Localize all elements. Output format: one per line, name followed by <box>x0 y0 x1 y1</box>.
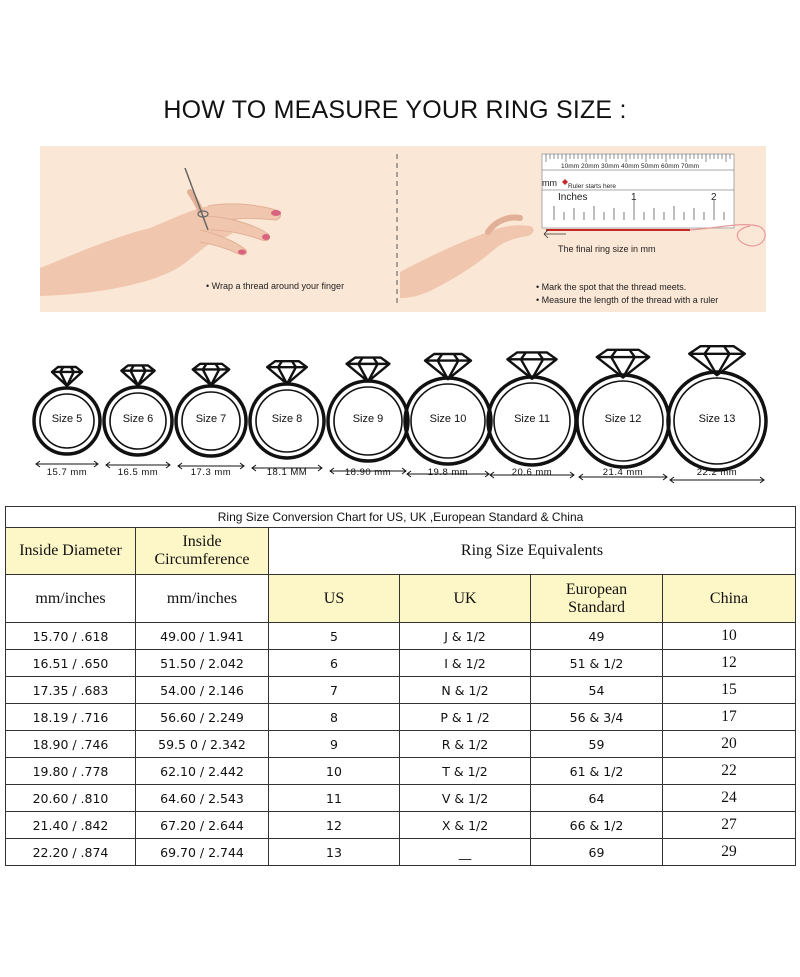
header-ring-size-equivalents: Ring Size Equivalents <box>269 528 796 575</box>
subheader-diameter-units: mm/inches <box>6 575 136 623</box>
ruler-tick-label: 20mm <box>581 163 600 170</box>
cell-uk: V & 1/2 <box>400 785 531 812</box>
ring-size-label: Size 5 <box>51 413 83 425</box>
cell-china: 15 <box>663 677 796 704</box>
cell-european: 59 <box>531 731 663 758</box>
table-row <box>6 812 796 839</box>
cell-uk: __ <box>400 839 531 866</box>
subheader-uk: UK <box>400 575 531 623</box>
ruler-inch-number: 1 <box>631 192 637 203</box>
cell-uk: R & 1/2 <box>400 731 531 758</box>
ring-size-label: Size 13 <box>698 413 736 425</box>
ring-size-label: Size 11 <box>514 413 550 425</box>
table-row <box>6 650 796 677</box>
ring-size-label: Size 6 <box>122 413 154 425</box>
cell-china: 27 <box>663 812 796 839</box>
table-row <box>6 677 796 704</box>
cell-diameter: 18.90 / .746 <box>6 731 136 758</box>
table-row <box>6 839 796 866</box>
subheader-china: China <box>663 575 796 623</box>
diamond-icon <box>193 364 229 385</box>
cell-diameter: 21.40 / .842 <box>6 812 136 839</box>
cell-diameter: 20.60 / .810 <box>6 785 136 812</box>
ring-size-diagram <box>0 330 800 490</box>
cell-diameter: 18.19 / .716 <box>6 704 136 731</box>
subheader-european: European Standard <box>531 575 663 623</box>
cell-us: 10 <box>269 758 400 785</box>
cell-circumference: 59.5 0 / 2.342 <box>136 731 269 758</box>
ring-diameter-label: 15.7 mm <box>46 467 88 478</box>
ring-diameter-label: 18.1 MM <box>266 467 308 478</box>
step-mark-spot: • Mark the spot that the thread meets. <box>536 282 687 292</box>
cell-circumference: 51.50 / 2.042 <box>136 650 269 677</box>
table-row <box>6 758 796 785</box>
final-size-label: The final ring size in mm <box>558 244 656 254</box>
cell-china: 22 <box>663 758 796 785</box>
cell-us: 11 <box>269 785 400 812</box>
measuring-illustration <box>40 146 766 312</box>
ruler-tick-label: 30mm <box>601 163 620 170</box>
cell-circumference: 64.60 / 2.543 <box>136 785 269 812</box>
ruler-tick-label: 60mm <box>661 163 680 170</box>
page-title: HOW TO MEASURE YOUR RING SIZE : <box>163 96 627 124</box>
cell-uk: J & 1/2 <box>400 623 531 650</box>
cell-diameter: 19.80 / .778 <box>6 758 136 785</box>
ring-size-label: Size 9 <box>352 413 384 425</box>
diamond-icon <box>267 361 307 384</box>
cell-uk: N & 1/2 <box>400 677 531 704</box>
ruler-inch-number: 2 <box>711 192 717 203</box>
cell-us: 6 <box>269 650 400 677</box>
cell-china: 17 <box>663 704 796 731</box>
ring-diameter-label: 22.2 mm <box>696 467 738 478</box>
cell-circumference: 54.00 / 2.146 <box>136 677 269 704</box>
header-inside-diameter: Inside Diameter <box>6 528 136 575</box>
ring-diameter-label: 16.5 mm <box>117 467 159 478</box>
ruler-start-label: Ruler starts here <box>568 183 617 190</box>
cell-european: 69 <box>531 839 663 866</box>
cell-uk: T & 1/2 <box>400 758 531 785</box>
table-row <box>6 623 796 650</box>
cell-china: 10 <box>663 623 796 650</box>
ruler-tick-label: 70mm <box>681 163 700 170</box>
cell-uk: P & 1 /2 <box>400 704 531 731</box>
step-measure-thread: • Measure the length of the thread with a ruler <box>536 295 719 305</box>
ring-diameter-label: 20.6 mm <box>511 467 553 478</box>
cell-china: 29 <box>663 839 796 866</box>
cell-european: 61 & 1/2 <box>531 758 663 785</box>
diamond-icon <box>507 352 556 378</box>
subheader-circumference-units: mm/inches <box>136 575 269 623</box>
cell-china: 20 <box>663 731 796 758</box>
cell-china: 24 <box>663 785 796 812</box>
subheader-us: US <box>269 575 400 623</box>
cell-us: 12 <box>269 812 400 839</box>
diamond-icon <box>52 367 82 386</box>
ring-diameter-label: 21.4 mm <box>602 467 644 478</box>
cell-circumference: 67.20 / 2.644 <box>136 812 269 839</box>
step-wrap-thread: • Wrap a thread around your finger <box>206 281 345 291</box>
cell-circumference: 56.60 / 2.249 <box>136 704 269 731</box>
cell-european: 54 <box>531 677 663 704</box>
cell-us: 5 <box>269 623 400 650</box>
cell-diameter: 17.35 / .683 <box>6 677 136 704</box>
ruler-inches-label: Inches <box>558 192 588 203</box>
diamond-icon <box>347 358 390 382</box>
table-row <box>6 704 796 731</box>
cell-european: 49 <box>531 623 663 650</box>
cell-china: 12 <box>663 650 796 677</box>
cell-circumference: 49.00 / 1.941 <box>136 623 269 650</box>
ring-size-label: Size 12 <box>604 413 642 425</box>
cell-us: 13 <box>269 839 400 866</box>
ring-size-label: Size 7 <box>195 413 227 425</box>
cell-us: 7 <box>269 677 400 704</box>
table-caption: Ring Size Conversion Chart for US, UK ,European Standard & China <box>6 507 796 528</box>
ruler-tick-label: 50mm <box>641 163 660 170</box>
cell-circumference: 69.70 / 2.744 <box>136 839 269 866</box>
cell-diameter: 16.51 / .650 <box>6 650 136 677</box>
ring-diameter-label: 17.3 mm <box>190 467 232 478</box>
cell-european: 56 & 3/4 <box>531 704 663 731</box>
cell-diameter: 15.70 / .618 <box>6 623 136 650</box>
cell-uk: X & 1/2 <box>400 812 531 839</box>
diamond-icon <box>121 365 154 385</box>
cell-european: 64 <box>531 785 663 812</box>
ring-size-diagram-art <box>0 330 800 490</box>
cell-uk: I & 1/2 <box>400 650 531 677</box>
ring-diameter-label: 19.8 mm <box>427 467 469 478</box>
cell-european: 66 & 1/2 <box>531 812 663 839</box>
cell-us: 9 <box>269 731 400 758</box>
ruler-mm-label: mm <box>542 178 557 188</box>
table-row <box>6 785 796 812</box>
ring-size-label: Size 8 <box>271 413 303 425</box>
ruler-tick-label: 10mm <box>561 163 580 170</box>
header-inside-circumference: Inside Circumference <box>136 528 269 575</box>
cell-european: 51 & 1/2 <box>531 650 663 677</box>
table-row <box>6 731 796 758</box>
ring-diameter-label: 18.90 mm <box>344 467 392 478</box>
ring-size-label: Size 10 <box>429 413 467 425</box>
cell-diameter: 22.20 / .874 <box>6 839 136 866</box>
ruler-tick-label: 40mm <box>621 163 640 170</box>
diamond-icon <box>425 354 471 379</box>
cell-circumference: 62.10 / 2.442 <box>136 758 269 785</box>
cell-us: 8 <box>269 704 400 731</box>
ring-size-conversion-table <box>5 506 796 866</box>
